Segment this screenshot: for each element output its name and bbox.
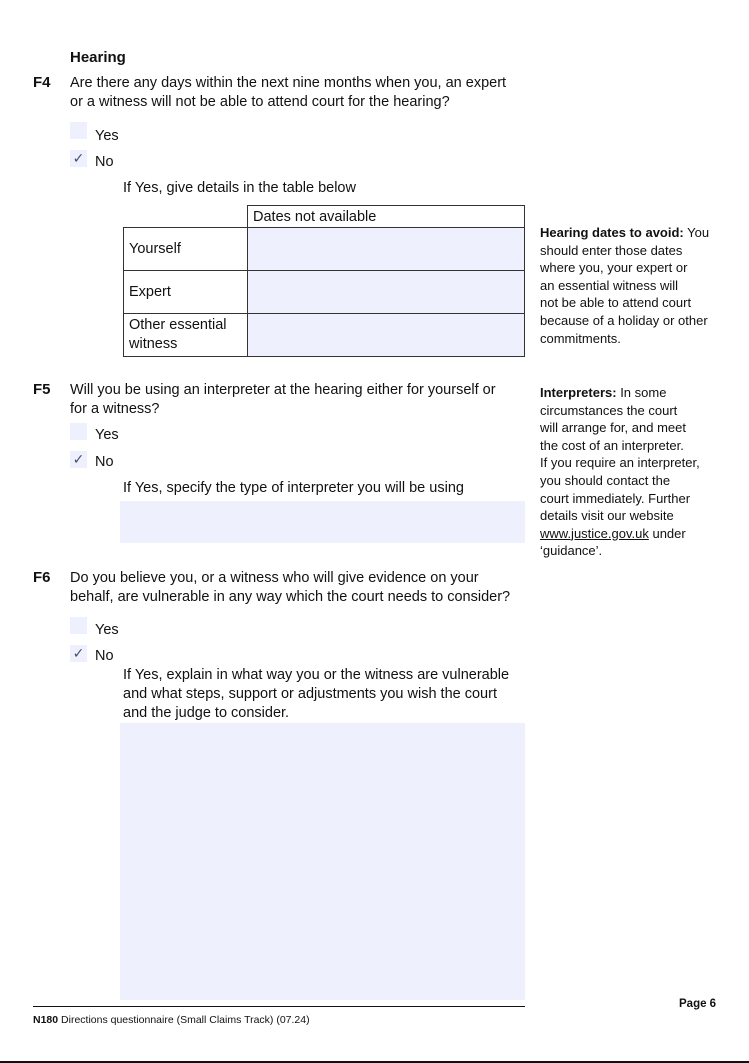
guidance-interpreters-after-link: under [648, 525, 686, 541]
f5-yes-label: Yes [95, 427, 119, 443]
guidance-hearing-dates [540, 224, 740, 347]
table-header-dates: Dates not available [248, 206, 525, 228]
question-f5 [70, 381, 496, 419]
guidance-dates-line: an essential witness will [540, 277, 679, 293]
guidance-interpreters-line: details visit our website [540, 508, 674, 524]
interpreter-type-field[interactable] [120, 501, 525, 543]
row-label-yourself: Yourself [124, 228, 248, 271]
question-f4-line-2: or a witness will not be able to attend court for the hearing? [70, 94, 450, 110]
f6-no-label: No [95, 648, 114, 664]
f4-no-checkbox[interactable] [70, 150, 87, 167]
f5-no-label: No [95, 454, 114, 470]
guidance-interpreters-heading: Interpreters: [540, 385, 617, 400]
question-number-f5: F5 [33, 381, 51, 398]
table-row [124, 314, 525, 357]
question-f5-line-1: Will you be using an interpreter at the hearing either for yourself or [70, 382, 496, 398]
row-label-other-witness: Other essential witness [124, 314, 248, 357]
f6-yes-label: Yes [95, 622, 119, 638]
check-icon: ✓ [72, 645, 85, 661]
f6-instruction [123, 666, 509, 723]
vulnerability-details-field[interactable] [120, 723, 525, 1000]
guidance-interpreters-last-line: ‘guidance’. [540, 543, 603, 559]
f6-instruction-line-3: and the judge to consider. [123, 705, 290, 721]
f4-instruction: If Yes, give details in the table below [123, 180, 356, 196]
question-f4-line-1: Are there any days within the next nine months when you, an expert [70, 75, 507, 91]
f4-no-label: No [95, 154, 114, 170]
footer-form-code: N180 [33, 1014, 59, 1026]
table-header-row [124, 206, 525, 228]
row-label-expert: Expert [124, 271, 248, 314]
guidance-interpreters [540, 384, 740, 560]
guidance-interpreters-line: you should contact the [540, 472, 671, 488]
guidance-interpreters-line: the cost of an interpreter. [540, 437, 684, 453]
f6-no-checkbox[interactable] [70, 645, 87, 662]
expert-dates-field[interactable] [248, 271, 525, 314]
question-f6-line-2: behalf, are vulnerable in any way which the court needs to consider? [70, 589, 511, 605]
guidance-dates-line: because of a holiday or other [540, 312, 708, 328]
question-f4 [70, 74, 506, 112]
other-witness-dates-field[interactable] [248, 314, 525, 357]
f5-instruction: If Yes, specify the type of interpreter you will be using [123, 480, 464, 496]
footer-form-title: Directions questionnaire (Small Claims Track) (07.24) [58, 1014, 310, 1026]
f6-yes-checkbox[interactable] [70, 617, 87, 634]
question-number-f4: F4 [33, 74, 51, 91]
table-row [124, 271, 525, 314]
guidance-interpreters-line: will arrange for, and meet [540, 420, 686, 436]
footer-form-info [33, 1013, 310, 1027]
page-number: Page 6 [679, 998, 717, 1010]
f6-instruction-line-2: and what steps, support or adjustments you wish the court [123, 686, 497, 702]
guidance-interpreters-line: circumstances the court [540, 402, 678, 418]
check-icon: ✓ [72, 451, 85, 467]
table-header-spacer [124, 206, 248, 228]
table-row [124, 228, 525, 271]
yourself-dates-field[interactable] [248, 228, 525, 271]
footer-divider [33, 1006, 525, 1007]
question-f6 [70, 569, 510, 607]
question-number-f6: F6 [33, 569, 51, 586]
guidance-dates-line: commitments. [540, 330, 621, 346]
question-f6-line-1: Do you believe you, or a witness who will give evidence on your [70, 570, 479, 586]
guidance-dates-heading: Hearing dates to avoid: [540, 225, 684, 240]
f6-instruction-line-1: If Yes, explain in what way you or the witness are vulnerable [123, 667, 510, 683]
check-icon: ✓ [72, 150, 85, 166]
guidance-dates-line: not be able to attend court [540, 295, 692, 311]
guidance-dates-line: should enter those dates [540, 242, 683, 258]
dates-not-available-table [123, 205, 525, 357]
guidance-dates-line: You [683, 225, 710, 240]
guidance-interpreters-line: court immediately. Further [540, 490, 691, 506]
f5-yes-checkbox[interactable] [70, 423, 87, 440]
guidance-interpreters-line: If you require an interpreter, [540, 455, 700, 471]
justice-website-link[interactable]: www.justice.gov.uk [540, 525, 649, 541]
guidance-dates-line: where you, your expert or [540, 260, 688, 276]
question-f5-line-2: for a witness? [70, 401, 160, 417]
f5-no-checkbox[interactable] [70, 451, 87, 468]
f4-yes-label: Yes [95, 128, 119, 144]
guidance-interpreters-line: In some [616, 385, 667, 400]
f4-yes-checkbox[interactable] [70, 122, 87, 139]
section-title: Hearing [70, 49, 126, 66]
